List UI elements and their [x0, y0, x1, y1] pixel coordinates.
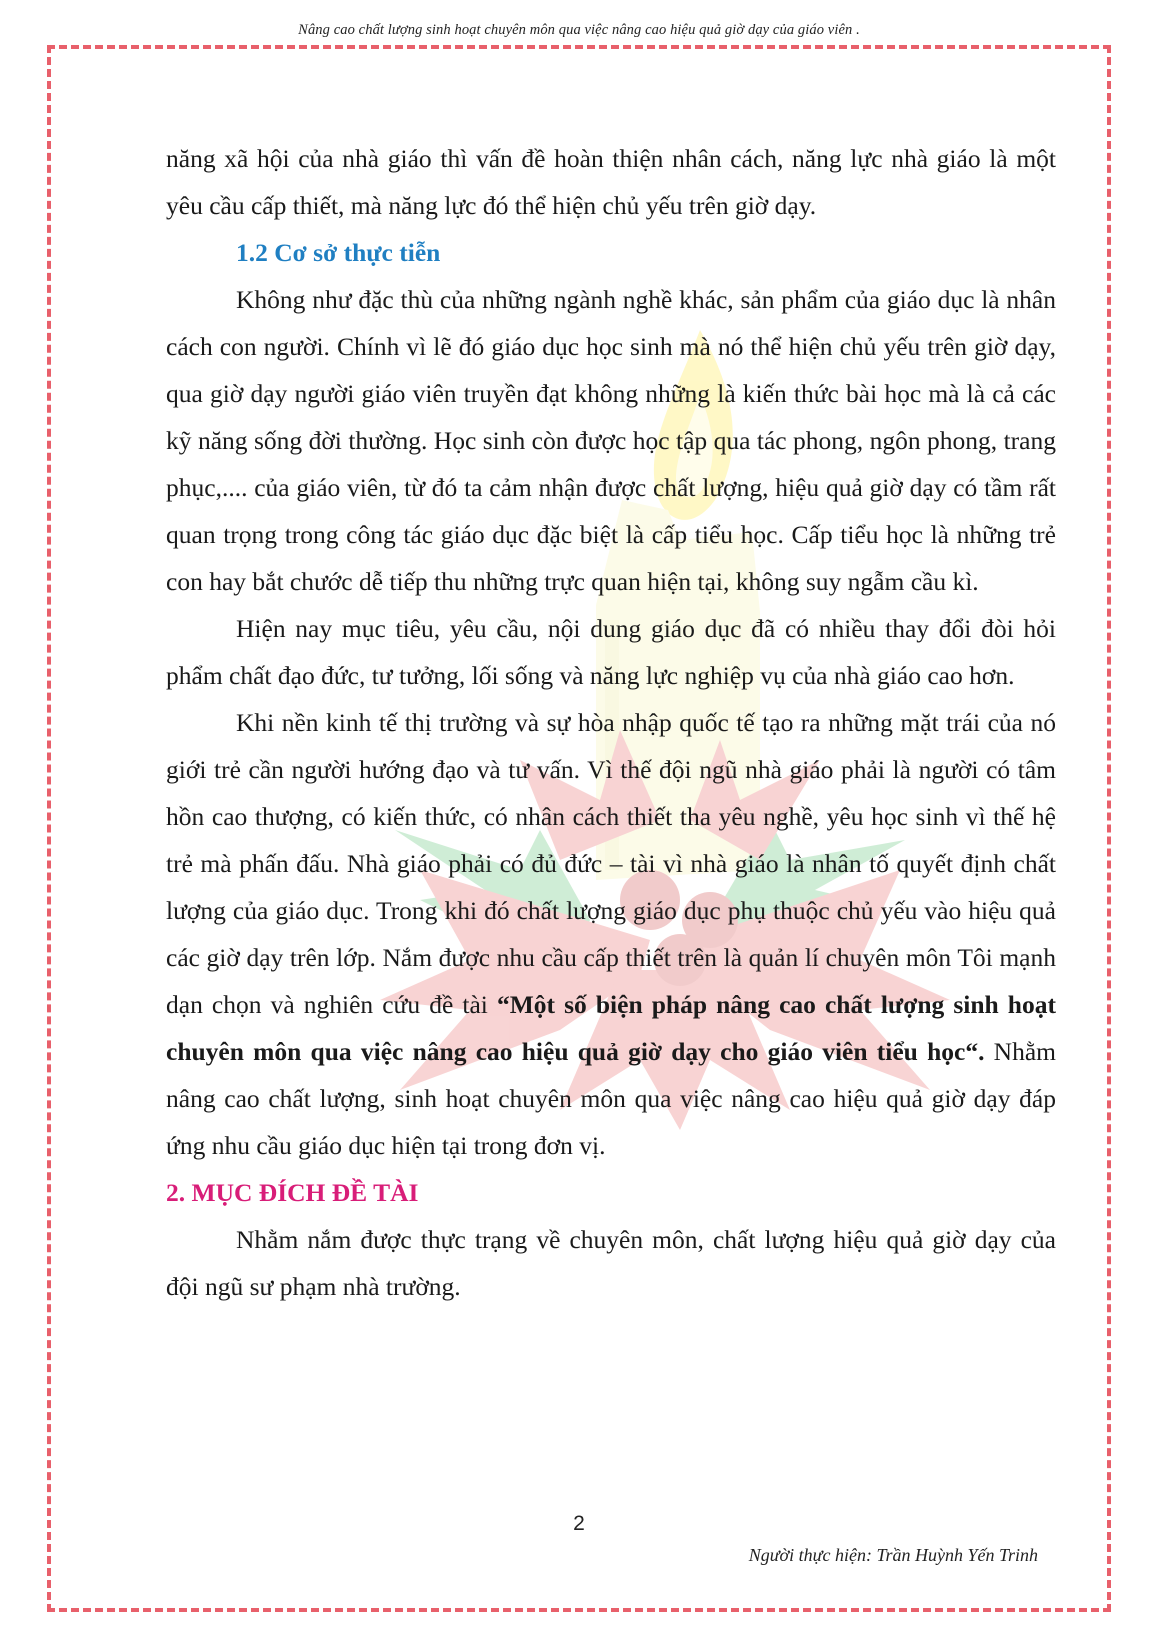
running-header: Nâng cao chất lượng sinh hoạt chuyên môn qua việc nâng cao hiệu quả giờ dạy của giáo viên .: [298, 22, 860, 38]
section-heading-1-2: 1.2 Cơ sở thực tiễn: [236, 238, 441, 267]
paragraph-3-text-end: Nhằm nâng cao chất lượng, sinh hoạt chuyên môn qua việc nâng cao hiệu quả giờ dạy đáp ứng nhu cầu giáo dục hiện tại trong đơn vị.: [166, 1037, 1056, 1160]
paragraph-3: [166, 699, 1056, 1169]
page-number: 2: [573, 1512, 585, 1535]
topic-title-bold: “Một số biện pháp nâng cao chất lượng sinh hoạt chuyên môn qua việc nâng cao hiệu quả giờ dạy cho giáo viên tiểu học“.: [166, 990, 1056, 1066]
footer-author: Người thực hiện: Trần Huỳnh Yến Trinh: [748, 1545, 1038, 1565]
paragraph-4: Nhằm nắm được thực trạng về chuyên môn, chất lượng hiệu quả giờ dạy của đội ngũ sư phạm nhà trường.: [166, 1225, 1056, 1301]
paragraph-3-text-start: Khi nền kinh tế thị trường và sự hòa nhập quốc tế tạo ra những mặt trái của nó giới trẻ cần người hướng đạo và tư vấn. Vì thế đội ngũ nhà giáo phải là người có tâm hồn cao thượng, có kiến thức, có nhân cách thiết tha yêu nghề, yêu học sinh vì thế hệ trẻ mà phấn đấu. Nhà giáo phải có đủ đức – tài vì nhà giáo là nhân tố quyết định chất lượng của giáo dục. Trong khi đó chất lượng giáo dục phụ thuộc chủ yếu vào hiệu quả các giờ dạy trên lớp. Nắm được nhu cầu cấp thiết trên là quản lí chuyên môn Tôi mạnh dạn chọn và nghiên cứu đề tài: [166, 708, 1056, 1019]
paragraph-2: Hiện nay mục tiêu, yêu cầu, nội dung giáo dục đã có nhiều thay đổi đòi hỏi phẩm chất đạo đức, tư tưởng, lối sống và năng lực nghiệp vụ của nhà giáo cao hơn.: [166, 614, 1056, 690]
paragraph-continued: năng xã hội của nhà giáo thì vấn đề hoàn thiện nhân cách, năng lực nhà giáo là một yêu cầu cấp thiết, mà năng lực đó thể hiện chủ yếu trên giờ dạy.: [166, 144, 1056, 220]
paragraph-1: Không như đặc thù của những ngành nghề khác, sản phẩm của giáo dục là nhân cách con người. Chính vì lẽ đó giáo dục học sinh mà nó thể hiện chủ yếu trên giờ dạy, qua giờ dạy người giáo viên truyền đạt không những là kiến thức bài học mà là cả các kỹ năng sống đời thường. Học sinh còn được học tập qua tác phong, ngôn phong, trang phục,.... của giáo viên, từ đó ta cảm nhận được chất lượng, hiệu quả giờ dạy có tầm rất quan trọng trong công tác giáo dục đặc biệt là cấp tiểu học. Cấp tiểu học là những trẻ con hay bắt chước dễ tiếp thu những trực quan hiện tại, không suy ngẫm cầu kì.: [166, 285, 1056, 596]
document-body: [166, 135, 1056, 1310]
section-heading-2: 2. MỤC ĐÍCH ĐỀ TÀI: [166, 1178, 419, 1207]
